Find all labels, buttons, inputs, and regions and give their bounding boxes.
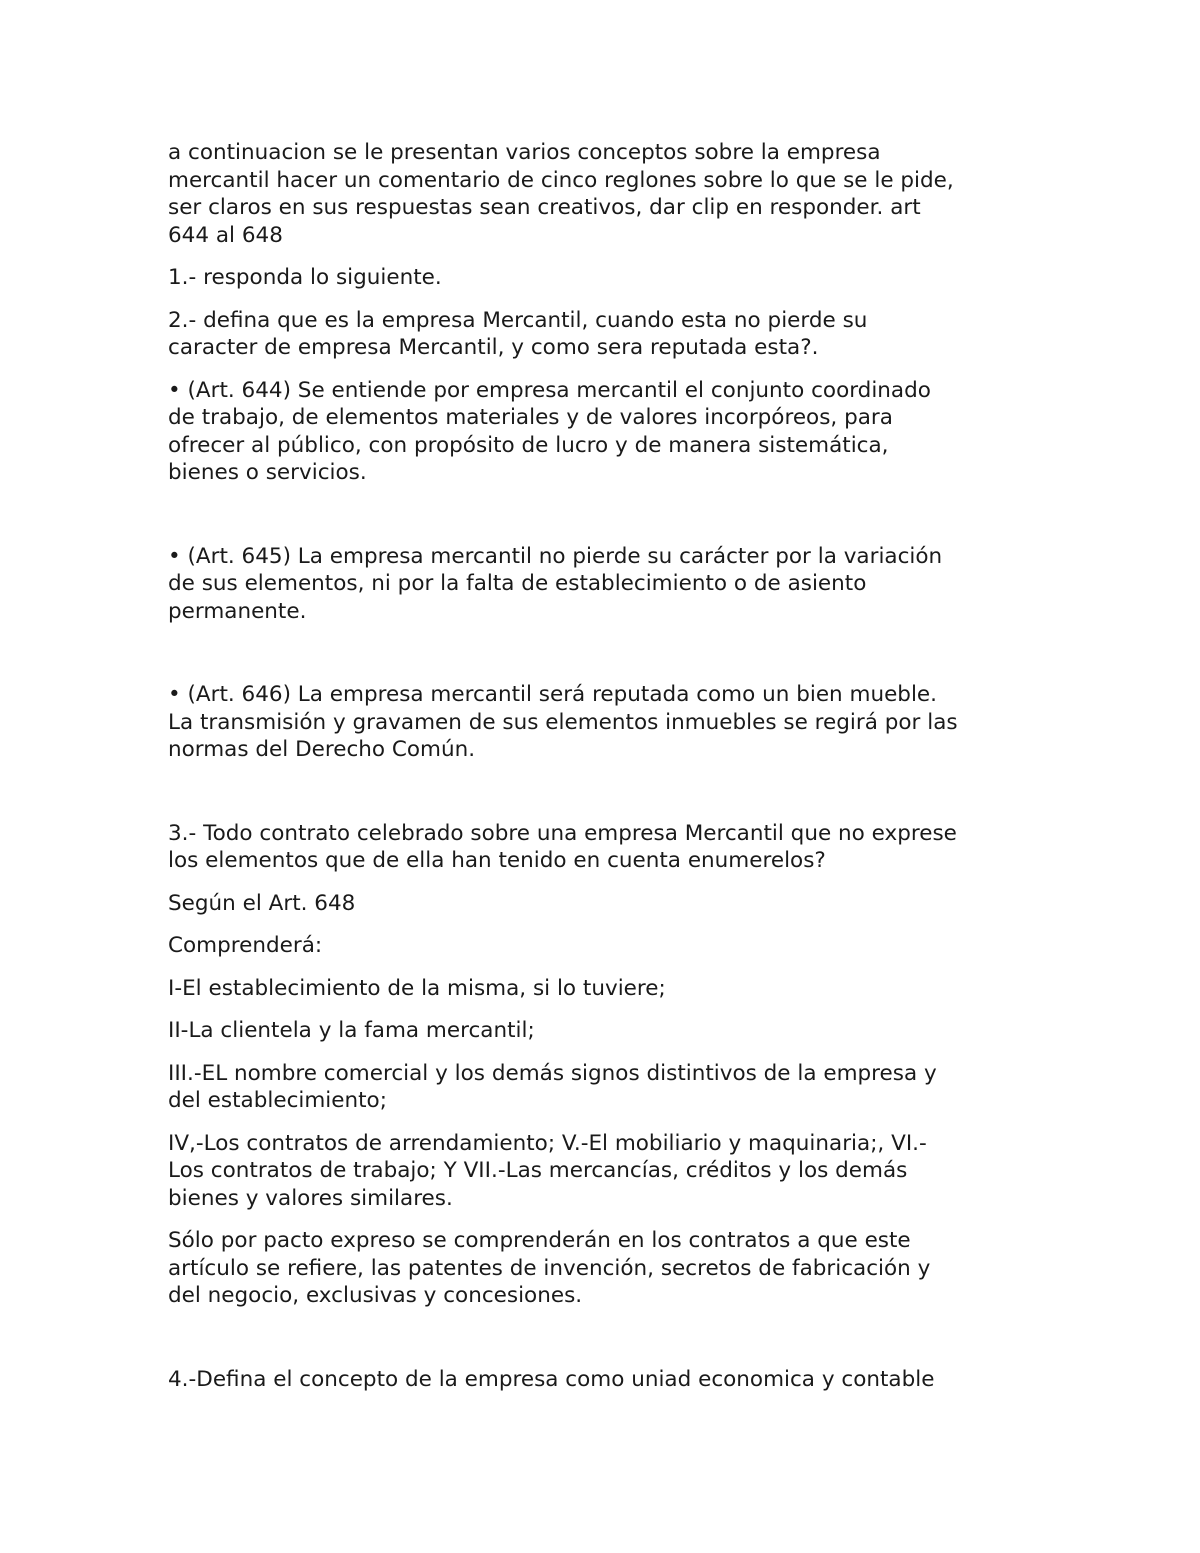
question-1: 1.- responda lo siguiente.: [168, 265, 442, 290]
question-3: 3.- Todo contrato celebrado sobre una empresa Mercantil que no exprese los elementos que de ella han tenido en cuenta enumerelos?: [168, 820, 957, 873]
list-item-iv-vii: IV,-Los contratos de arrendamiento; V.-El mobiliario y maquinaria;, VI.- Los contratos de trabajo; Y VII.-Las mercancías, créditos y los demás bienes y valores similares.: [168, 1130, 927, 1211]
comprendera-label: Comprenderá:: [168, 933, 323, 958]
segun-art-648: Según el Art. 648: [168, 890, 356, 916]
pacto-expreso-paragraph: Sólo por pacto expreso se comprenderán en los contratos a que este artículo se refiere, las patentes de invención, secretos de fabricación y del negocio, exclusivas y concesiones.: [168, 1228, 931, 1308]
article-644-bullet: • (Art. 644) Se entiende por empresa mercantil el conjunto coordinado de trabajo, de elementos materiales y de valores incorpóreos, para ofrecer al público, con propósito de lucro y de manera sistemática, bienes o servicios.: [168, 377, 931, 485]
article-645-bullet: • (Art. 645) La empresa mercantil no pierde su carácter por la variación de sus elementos, ni por la falta de establecimiento o de asiento permanente.: [168, 543, 943, 624]
question-4: 4.-Defina el concepto de la empresa como uniad economica y contable: [168, 1366, 935, 1392]
intro-paragraph: a continuacion se le presentan varios conceptos sobre la empresa mercantil hacer un comentario de cinco reglones sobre lo que se le pide, ser claros en sus respuestas sean creativos, dar clip en responder. art 644 al 648: [168, 140, 954, 248]
question-2: 2.- defina que es la empresa Mercantil, cuando esta no pierde su caracter de empresa Mercantil, y como sera reputada esta?.: [168, 307, 868, 360]
list-item-iii: III.-EL nombre comercial y los demás signos distintivos de la empresa y del establecimiento;: [168, 1060, 937, 1113]
list-item-ii: II-La clientela y la fama mercantil;: [168, 1018, 535, 1043]
list-item-i: I-El establecimiento de la misma, si lo tuviere;: [168, 975, 666, 1001]
article-646-bullet: • (Art. 646) La empresa mercantil será reputada como un bien mueble. La transmisión y gravamen de sus elementos inmuebles se regirá por las normas del Derecho Común.: [168, 682, 958, 762]
document-body: [168, 139, 1048, 1393]
